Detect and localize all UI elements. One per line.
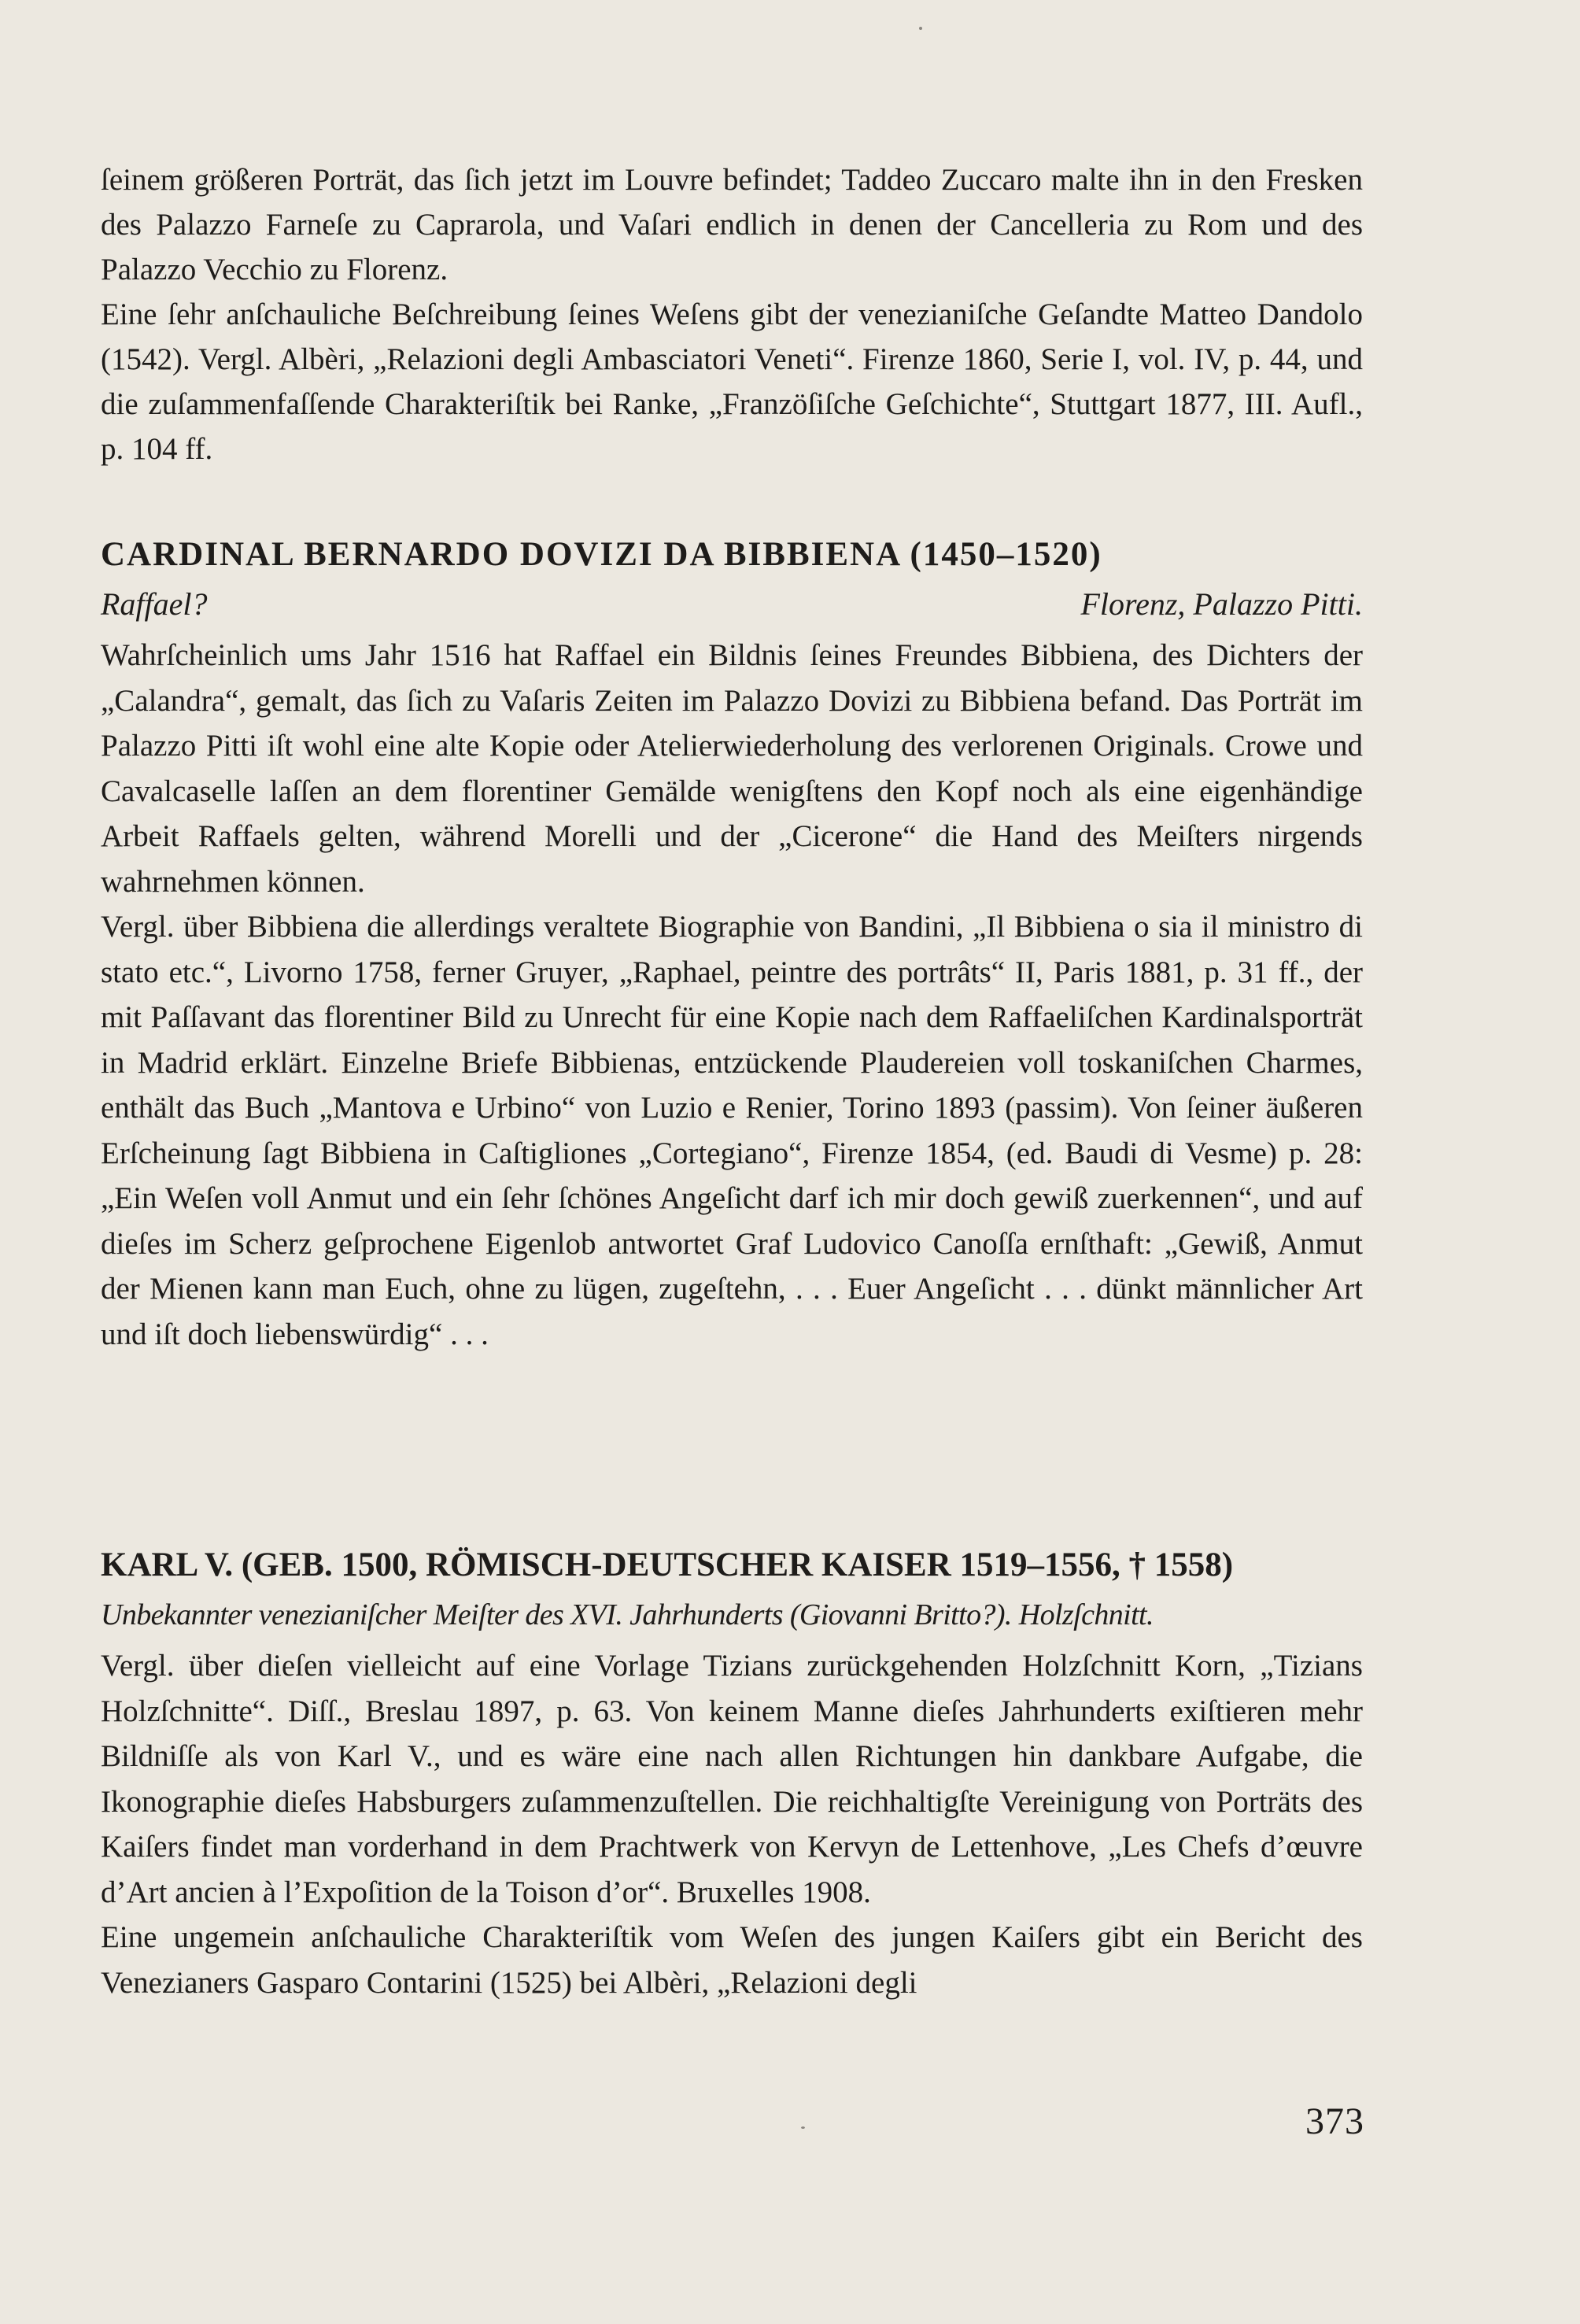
entry-body (101, 1643, 1363, 2005)
entry-heading: KARL V. (GEB. 1500, RÖMISCH-DEUTSCHER KAISER 1519–1556, † 1558) (101, 1546, 1234, 1583)
entry-attribution (101, 581, 1363, 628)
intro-block (101, 157, 1363, 471)
paper-speck (801, 2126, 805, 2129)
page-number: 373 (1305, 2100, 1364, 2142)
intro-paragraph-2: Eine ſehr anſchauliche Beſchreibung ſeines Weſens gibt der venezianiſche Geſandte Matteo Dandolo (1542). Vergl. Albèri, „Relazioni degli Ambasciatori Veneti“. Firenze 1860, Serie I, vol. IV, p. 44, und die zuſammenfaſſende Charakteriſtik bei Ranke, „Franzöſiſche Geſchichte“, Stuttgart 1877, III. Aufl., p. 104 ff. (101, 297, 1363, 466)
entry-body (101, 633, 1363, 1357)
artist-name: Raffael? (101, 586, 208, 622)
intro-paragraph-1: ſeinem größeren Porträt, das ſich jetzt im Louvre befindet; Taddeo Zuccaro malte ihn in den Fresken des Palazzo Farneſe zu Caprarola, und Vaſari endlich in denen der Cancelleria zu Rom und des Palazzo Vecchio zu Florenz. (101, 163, 1363, 286)
entry-heading: CARDINAL BERNARDO DOVIZI DA BIBBIENA (1450–1520) (101, 536, 1102, 573)
entry-attribution: Unbekannter venezianiſcher Meiſter des XVI. Jahrhunderts (Giovanni Britto?). Holzſchnitt. (101, 1598, 1154, 1631)
entry-karl-v (101, 1543, 1363, 2005)
entry-paragraph-1: Wahrſcheinlich ums Jahr 1516 hat Raffael ein Bildnis ſeines Freundes Bibbiena, des Dichters der „Calandra“, gemalt, das ſich zu Vaſaris Zeiten im Palazzo Dovizi zu Bibbiena befand. Das Porträt im Palazzo Pitti iſt wohl eine alte Kopie oder Atelierwiederholung des verlorenen Originals. Crowe und Cavalcaselle laſſen an dem florentiner Gemälde wenigſtens den Kopf noch als eine eigenhändige Arbeit Raffaels gelten, während Morelli und der „Cicerone“ die Hand des Meiſters nirgends wahrnehmen können. (101, 638, 1363, 899)
paper-speck (919, 27, 922, 30)
entry-paragraph-2: Eine ungemein anſchauliche Charakteriſtik vom Weſen des jungen Kaiſers gibt ein Bericht des Venezianers Gasparo Contarini (1525) bei Albèri, „Relazioni degli (101, 1920, 1363, 2000)
entry-paragraph-2: Vergl. über Bibbiena die allerdings veraltete Biographie von Bandini, „Il Bibbiena o sia il ministro di stato etc.“, Livorno 1758, ferner Gruyer, „Raphael, peintre des portrâts“ II, Paris 1881, p. 31 ff., der mit Paſſavant das florentiner Bild zu Unrecht für eine Kopie nach dem Raffaeliſchen Kardinalsporträt in Madrid erklärt. Einzelne Briefe Bibbienas, entzückende Plaudereien voll toskaniſchen Charmes, enthält das Buch „Mantova e Urbino“ von Luzio e Renier, Torino 1893 (passim). Von ſeiner äußeren Erſcheinung ſagt Bibbiena in Caſtigliones „Cortegiano“, Firenze 1854, (ed. Baudi di Vesme) p. 28: „Ein Weſen voll Anmut und ein ſehr ſchönes Angeſicht darf ich mir doch gewiß zuerkennen“, und auf dieſes im Scherz geſprochene Eigenlob antwortet Graf Ludovico Canoſſa ernſthaft: „Gewiß, Anmut der Mienen kann man Euch, ohne zu lügen, zugeſtehn, . . . Euer Angeſicht . . . dünkt männlicher Art und iſt doch liebenswürdig“ . . . (101, 910, 1363, 1351)
entry-paragraph-1: Vergl. über dieſen vielleicht auf eine Vorlage Tizians zurückgehenden Holzſchnitt Korn, „Tizians Holzſchnitte“. Diſſ., Breslau 1897, p. 63. Von keinem Manne dieſes Jahrhunderts exiſtieren mehr Bildniſſe als von Karl V., und es wäre eine nach allen Richtungen hin dankbare Aufgabe, die Ikonographie dieſes Habsburgers zuſammenzuſtellen. Die reichhaltigſte Vereinigung von Porträts des Kaiſers findet man vorderhand in dem Prachtwerk von Kervyn de Lettenhove, „Les Chefs d’œuvre d’Art ancien à l’Expoſition de la Toison d’or“. Bruxelles 1908. (101, 1649, 1363, 1909)
artwork-location: Florenz, Palazzo Pitti. (1080, 586, 1363, 622)
entry-bibbiena (101, 532, 1363, 1357)
